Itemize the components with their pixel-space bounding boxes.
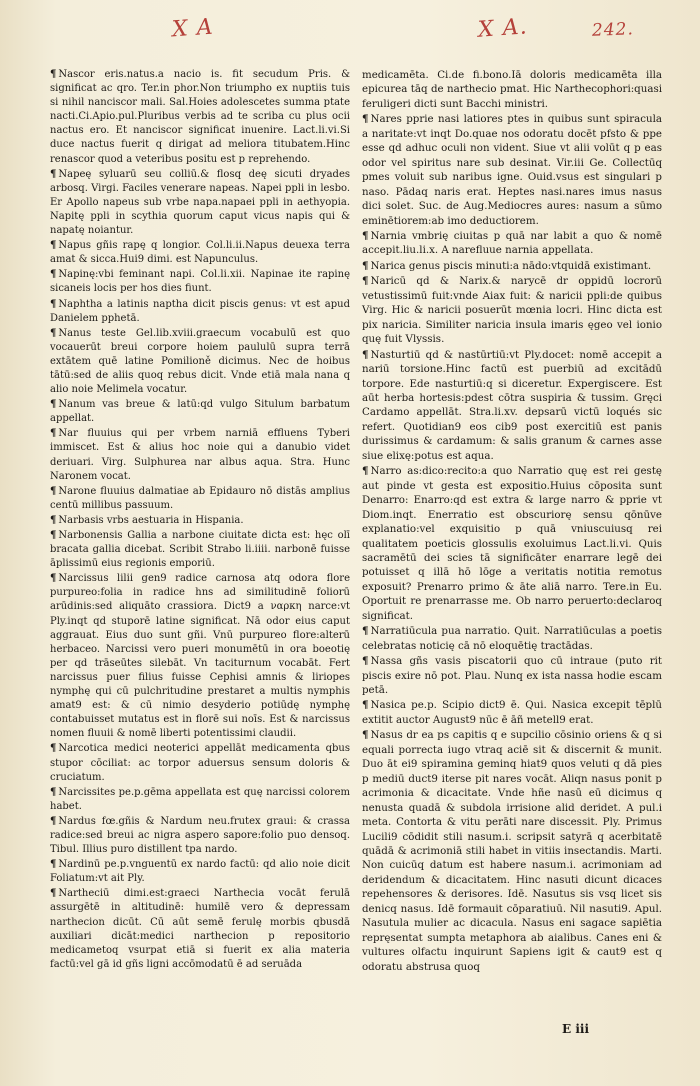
dictionary-entry [50,485,350,513]
dictionary-entry [50,887,350,972]
entry-text: Nardinū pe.p.vnguentū ex nardo factū: qd alio noie dicit Foliatum:vt ait Ply. [50,859,350,885]
paragraph-mark-icon: ¶ [362,113,369,126]
paragraph-mark-icon: ¶ [50,269,57,281]
entry-text: Naricū qd & Narix.& narycē dr oppidū locrorū vetustissimū fuit:vnde Aiax fuit: & naricii ppli:de quibus Virg. Hic & naricii posuerūt mœnia locri. Hinc dicta est pix naricia. Similiter naricia insula imaris ęgeo vel ionio quę fuit Vlyssis. [362,275,662,346]
paragraph-mark-icon: ¶ [362,699,369,712]
paragraph-mark-icon: ¶ [362,465,369,478]
entry-text: Narratiūcula pua narratio. Quit. Narratiūculas a poetis celebratas noticię cā nō eloquētię tractādas. [362,625,662,652]
entry-text: medicamēta. Ci.de fi.bono.Iā doloris medicamēta illa epicurea tāq de narthecio pmat. Hic Narthecophori:quasi feruligeri dicti sunt Bacchi ministri. [362,69,662,110]
dictionary-entry [362,464,662,623]
folio-number: 242. [591,19,635,41]
entry-text: Nanum vas breue & latū:qd vulgo Situlum barbatum appellat. [50,399,350,425]
dictionary-entry [50,572,350,741]
dictionary-entry [362,698,662,727]
paragraph-mark-icon: ¶ [50,168,57,180]
right-column [362,68,662,975]
entry-text: Nares pprie nasi latiores ptes in quibus sunt spiracula a naritate:vt inqt Do.quae nos odoratu docēt pfsto & ppe esse qd adhuc oculi non vident. Siue vt alii volūt q p eas odor vel spiritus nare sub desinat. Vir.iii Ge. Collectūq pmes voluit sub naribus igne. Ouid.vsus est singulari p naso. Pādaq naris erat. Heptes nasi.nares imus nasus dici solet. Suc. de Aug.Mediocres aures: nasum a sūmo eminētiorem:ab imo deductiorem. [362,113,662,227]
entry-text: Narica genus piscis minuti:a nādo:vtquidā existimant. [370,259,652,272]
dictionary-entry [50,742,350,784]
entry-text: Nardus fœ.gñis & Nardum neu.frutex graui: & crassa radice:sed breui ac nigra aspero sapore:folio puo densoq. Tibul. Illius puro distillent tpa nardo. [50,815,350,856]
entry-text: Nassa gñs vasis piscatorii quo cū intraue (puto rit piscis exire nō pot. Plau. Nunq ex ista nassa hodie escam petā. [362,655,662,697]
paragraph-mark-icon: ¶ [50,530,57,541]
signature-mark: E iii [562,1022,589,1036]
dictionary-entry [362,728,662,974]
dictionary-entry [362,654,662,697]
dictionary-entry [50,858,350,886]
left-column [50,68,350,973]
dictionary-entry [362,259,662,273]
paragraph-mark-icon: ¶ [50,743,57,755]
entry-text: Nasturtiū qd & nastūrtiū:vt Ply.docet: nomē accepit a nariū torsione.Hinc factū est puerbiū ad excitādū torpore. Ede nasturtiū:q si diceretur. Expergiscere. Est aūt herba hortesis:pdest cōtra suspiria & tussim. Gręci Cardamo appellāt. Stra.li.xv. depsarū victū loqués sic refert. Quotidian9 eos cib9 post exercitiū est panis durissimus & cardamum: & salis granum & carnes asse siue elixę:potus est aqua. [362,348,662,462]
entry-text: Narnia vmbrię ciuitas p quā nar labit a quo & nomē accepit.liu.li.x. A narefluue narnia appellata. [362,229,662,257]
dictionary-entry [362,348,662,464]
dictionary-entry [362,68,662,111]
entry-text: Nasica pe.p. Scipio dict9 ē. Qui. Nasica excepit tēplū extitit auctor August9 nūc ē āñ metell9 erat. [362,699,662,726]
entry-text: Nasus dr ea ps capitis q e supcilio cōsinio oriens & q si equali porrecta iugo vtraq aciē sit & discernit & munit. Duo āt ei9 spiramina geminq hiat9 quos veluti q dā pies p mediū duct9 iterse pit nares vocāt. Aliqn nasus ponit p acrimonia & dicacitate. Vnde hñe nasū eū dicimus q nenusta quadā & subdola irrisione alid deridet. A pul.i meta. Contorta & vitu perāti nare discessit. Ply. Primus Lucili9 cōdidit stili nasum.i. scripsit satyrā q acerbitatē quādā & acrimoniā stili habet in vitiis insectandis. Marti. Non cuicūq datum est habere nasum.i. acrimoniam ad deridendum & dicacitatem. Hinc nasuti dicunt dicaces repehensores & derisores. Idē. Nasutus sis vsq licet sis denicq nasus. Idē formauit cōparatiuū. Nil nasuti9. Apul. Nasutula mulier ac dicacula. Nasus eni sagace sapiētia repręsentat sumpta metaphora ab aialibus. Canes eni & vultures olfactu inquirunt Sapiens igit & caut9 est q odoratu abstrusa quoq [362,729,662,973]
paragraph-mark-icon: ¶ [362,655,369,668]
paragraph-mark-icon: ¶ [50,815,57,827]
paragraph-mark-icon: ¶ [50,69,57,80]
paragraph-mark-icon: ¶ [362,729,369,742]
entry-text: Naphtha a latinis naptha dicit piscis genus: vt est apud Danielem pphetā. [50,298,350,324]
entry-text: Napus gñis rapę q longior. Col.li.ii.Napus deuexa terra amat & sicca.Hui9 dimi. est Napunculus. [50,240,350,266]
paragraph-mark-icon: ¶ [50,859,57,871]
entry-text: Narbasis vrbs aestuaria in Hispania. [58,514,244,526]
paragraph-mark-icon: ¶ [50,428,57,440]
paragraph-mark-icon: ¶ [50,888,57,900]
paragraph-mark-icon: ¶ [50,786,57,798]
manuscript-annotation-left: X A [171,14,215,43]
paragraph-mark-icon: ¶ [362,625,369,638]
dictionary-entry [362,229,662,258]
entry-text: Narone fluuius dalmatiae ab Epidauro nō distās amplius centū millibus passuum. [50,485,350,511]
entry-text: Narcotica medici neoterici appellāt medicamenta qbus stupor cōciliat: ac torpor aduersus sensum doloris & cruciatum. [50,743,350,783]
dictionary-entry [362,274,662,346]
entry-text: Napinę:vbi feminant napi. Col.li.xii. Napinae ite rapinę sicaneis locis per hos dies fiunt. [50,269,350,295]
manuscript-annotation-right: X A. [477,14,529,43]
entry-text: Narcissites pe.p.gēma appellata est quę narcissi colorem habet. [50,786,350,812]
dictionary-entry [50,427,350,483]
paragraph-mark-icon: ¶ [50,298,57,310]
dictionary-entry [50,168,350,238]
dictionary-entry [50,327,350,397]
dictionary-entry [50,268,350,296]
paragraph-mark-icon: ¶ [50,514,57,526]
dictionary-entry [362,112,662,228]
dictionary-entry [50,514,350,528]
paragraph-mark-icon: ¶ [362,229,369,242]
paragraph-mark-icon: ¶ [50,327,57,339]
paragraph-mark-icon: ¶ [362,275,369,288]
dictionary-entry [362,624,662,653]
entry-text: Nartheciū dimi.est:graeci Narthecia vocāt ferulā assurgētē in altitudinē: humilē vero & depressam narthecion dicūt. Cū aūt semē ferulę morbis qbusdā auxiliari dicāt:medici narthecion p repositorio medicametoq vsurpat etiā si fuerit ex alia materia factū:vel gā id gñs ligni accōmodatū ē ad seruāda [50,888,350,970]
dictionary-entry [50,398,350,426]
entry-text: Nascor eris.natus.a nacio is. fit secudum Pris. & significat ac qro. Ter.in phor.Non triumpho ex nuptiis tuis si nihil nanciscor mali. Sal.Hoies adolescetes summa ptate nacti.Ci.Apio.pul.Pluribus verbis ad te scriba cu plus ocii nactus ero. Et nanciscor significat inuenire. Lact.li.vi.Si duce nactus fuerit q dirigat ad meliora titubatem.Hinc renascor quod a veteribus positu est p reprehendo. [50,69,350,165]
dictionary-entry [50,68,350,167]
paragraph-mark-icon: ¶ [50,240,57,252]
paragraph-mark-icon: ¶ [362,348,369,361]
dictionary-entry [50,815,350,857]
entry-text: Napeę syluarū seu colliū.& flosq deę sicuti dryades arbosq. Virgi. Faciles venerare napeas. Napei ppli in lesbo. Er Apollo napeus sub vrbe napa.napaei ppli in aethyopia. Napitę ppli in scythia quorum caput vicus napis qui & napatę noiantur. [50,168,350,237]
paragraph-mark-icon: ¶ [50,573,57,585]
entry-text: Nar fluuius qui per vrbem narniā effluens Tyberi immiscet. Est & alius hoc noie qui a danubio videt deriuari. Virg. Sulphurea nar albus aqua. Stra. Hunc Naronem vocat. [50,428,350,482]
paragraph-mark-icon: ¶ [362,259,369,272]
dictionary-entry [50,529,350,571]
entry-text: Narcissus lilii gen9 radice carnosa atq odora flore purpureo:folia in radice hns ad similitudinē foliorū arūdinis:sed aliquāto crassiora. Dict9 a ναρκη narce:vt Ply.inqt qd stuporē latine significat. Nā odor eius caput aggrauat. Eius duo sunt gñi. Vnū purpureo flore:alterū herbaceo. Narcissi vero pueri monumētū in ora boeotię per qd trāseūtes silebāt. Vn taciturnum vocabāt. Fert narcissus puer filius fuisse Cephisi amnis & liriopes nymphę qui cū pulchritudine prestaret a multis nymphis amat9 est: & cū nimio desyderio potiūdę nymphę contabuisset mutatus est in florē sui noīs. Est & narcissus nomen fluuii & nomē liberti potentissimi claudii. [50,573,350,740]
dictionary-entry [50,786,350,814]
entry-text: Narbonensis Gallia a narbone ciuitate dicta est: hęc olī bracata gallia dicebat. Scribit Strabo li.iiii. narbonē fuisse āplissimū eius regionis emporiū. [50,530,350,570]
paragraph-mark-icon: ¶ [50,485,57,497]
dictionary-entry [50,239,350,267]
paragraph-mark-icon: ¶ [50,399,57,411]
dictionary-entry [50,298,350,326]
entry-text: Narro as:dico:recito:a quo Narratio quę est rei gestę aut pinde vt gesta est expositio.Huius cōposita sunt Denarro: Enarro:qd est extra & large narro & pprie vt Diom.inqt. Enerratio est obscuriorę sensu qōnūve explanatio:vel exquisitio p quā vniuscuiusq rei qualitatem poeticis glossulis exoluimus Lact.li.vi. Quis sacramētū dei scies tā significāter enarrare legē dei potuisset q illā hō lōge a veritatis notitia remotus exposuit? Prenarro primo & āte aliā narro. Tere.in Eu. Oportuit re prenarrasse me. Ob narro peruerto:declaroq significat. [362,465,662,622]
entry-text: Nanus teste Gel.lib.xviii.graecum vocabulū est quo vocauerūt breui corpore hoiem paululū supra terrā extātem quē latine Pomilioně dicimus. Nec de hoibus tātū:sed de aliis quoq rebus dicit. Vnde etiā mala nana q alio noie Melimela vocatur. [50,327,350,396]
